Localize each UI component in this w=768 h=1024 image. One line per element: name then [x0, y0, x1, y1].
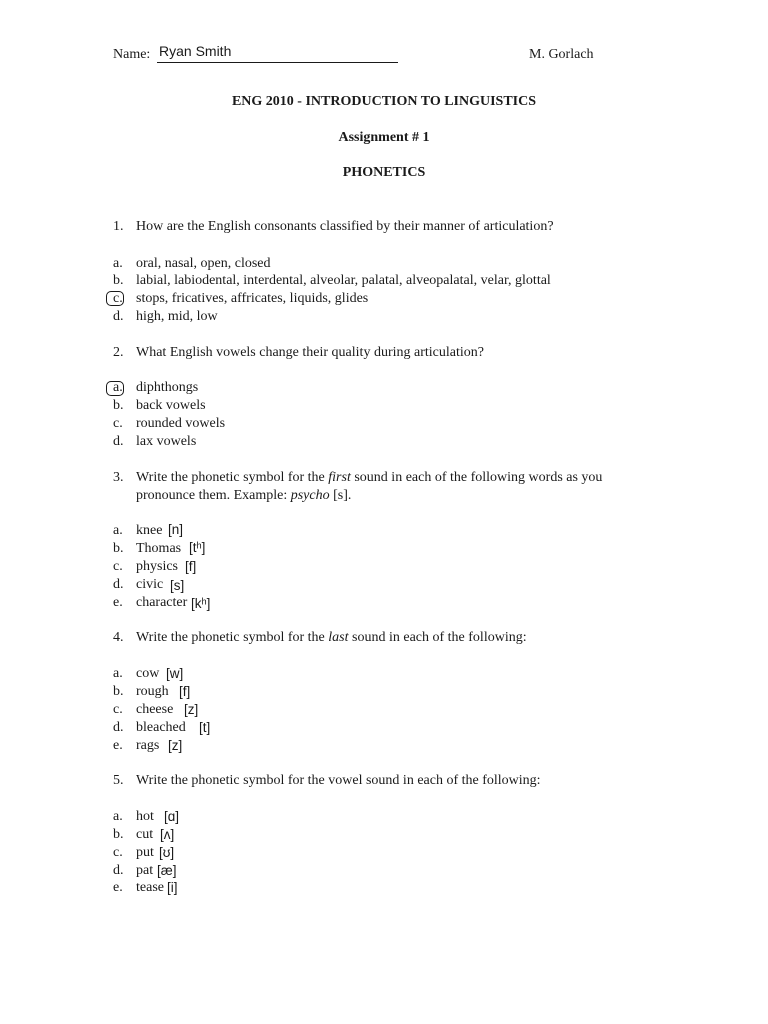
item-word: cheese: [136, 702, 174, 717]
item-answer: [ɑ]: [164, 809, 180, 824]
question-text: Write the phonetic symbol for the vowel sound in each of the following:: [136, 773, 541, 788]
item-word: civic: [136, 577, 164, 592]
item-word: cow: [136, 666, 160, 681]
question-number: 4.: [113, 630, 124, 645]
option-letter: a.: [113, 256, 123, 271]
name-underline: [157, 62, 398, 63]
item-answer: [ʌ]: [160, 827, 175, 842]
option-text: lax vowels: [136, 434, 197, 449]
question-text-line1: [136, 470, 602, 486]
item-answer: [w]: [166, 666, 184, 681]
option-text: oral, nasal, open, closed: [136, 256, 271, 271]
item-letter: c.: [113, 559, 123, 574]
item-letter: e.: [113, 880, 123, 895]
option-text: diphthongs: [136, 380, 199, 395]
question-number: 2.: [113, 345, 124, 360]
item-word: character: [136, 595, 188, 610]
question-text-emphasis: last: [328, 630, 349, 645]
option-letter: b.: [113, 398, 124, 413]
item-letter: b.: [113, 827, 124, 842]
question-text-part: [s].: [329, 488, 352, 503]
item-letter: b.: [113, 684, 124, 699]
option-letter: c.: [113, 291, 123, 306]
item-answer: [æ]: [157, 863, 177, 878]
item-answer: [z]: [184, 702, 199, 717]
option-letter: a.: [113, 380, 123, 395]
item-word: pat: [136, 863, 154, 878]
option-letter: b.: [113, 273, 124, 288]
item-answer: [n]: [168, 522, 184, 537]
item-answer: [f]: [179, 684, 191, 699]
item-letter: d.: [113, 720, 124, 735]
instructor-name: M. Gorlach: [529, 47, 594, 62]
item-word: hot: [136, 809, 154, 824]
option-letter: d.: [113, 309, 124, 324]
question-text: How are the English consonants classified by their manner of articulation?: [136, 219, 554, 234]
question-text-part: Write the phonetic symbol for the: [136, 470, 329, 485]
question-text-part: sound in each of the following:: [348, 630, 527, 645]
item-answer: [z]: [168, 738, 183, 753]
item-letter: c.: [113, 845, 123, 860]
option-text: labial, labiodental, interdental, alveolar, palatal, alveopalatal, velar, glottal: [136, 273, 551, 288]
item-word: Thomas: [136, 541, 182, 556]
item-word: put: [136, 845, 154, 860]
item-answer: [f]: [185, 559, 197, 574]
item-letter: e.: [113, 595, 123, 610]
question-number: 1.: [113, 219, 124, 234]
item-answer: [tʰ]: [189, 540, 206, 555]
question-text-line2: [136, 488, 351, 504]
option-letter: d.: [113, 434, 124, 449]
item-letter: e.: [113, 738, 123, 753]
item-word: rags: [136, 738, 160, 753]
item-answer: [t]: [199, 720, 211, 735]
question-number: 5.: [113, 773, 124, 788]
option-text: high, mid, low: [136, 309, 218, 324]
item-letter: a.: [113, 523, 123, 538]
item-word: bleached: [136, 720, 186, 735]
item-word: tease: [136, 880, 164, 895]
question-text-emphasis: psycho: [290, 488, 330, 503]
item-answer: [s]: [170, 578, 185, 593]
item-answer: [ʊ]: [159, 845, 175, 860]
item-answer: [i]: [167, 880, 178, 895]
topic-title: PHONETICS: [342, 165, 426, 180]
question-text-part: pronounce them. Example:: [136, 488, 291, 503]
question-text: What English vowels change their quality during articulation?: [136, 345, 484, 360]
question-text-part: Write the phonetic symbol for the: [136, 630, 329, 645]
question-number: 3.: [113, 470, 124, 485]
item-letter: a.: [113, 666, 123, 681]
item-answer: [kʰ]: [191, 596, 211, 611]
name-label: Name:: [113, 47, 151, 62]
item-letter: b.: [113, 541, 124, 556]
item-word: physics: [136, 559, 178, 574]
option-letter: c.: [113, 416, 123, 431]
item-letter: a.: [113, 809, 123, 824]
question-text: [136, 630, 527, 646]
item-word: knee: [136, 523, 163, 538]
option-text: back vowels: [136, 398, 206, 413]
item-letter: d.: [113, 863, 124, 878]
question-text-part: sound in each of the following words as you: [350, 470, 603, 485]
assignment-title: Assignment # 1: [338, 130, 430, 145]
option-text: rounded vowels: [136, 416, 226, 431]
item-word: cut: [136, 827, 154, 842]
item-word: rough: [136, 684, 169, 699]
item-letter: c.: [113, 702, 123, 717]
course-title: ENG 2010 - INTRODUCTION TO LINGUISTICS: [231, 94, 537, 109]
question-text-emphasis: first: [328, 470, 351, 485]
student-name: Ryan Smith: [159, 43, 232, 59]
item-letter: d.: [113, 577, 124, 592]
option-text: stops, fricatives, affricates, liquids, glides: [136, 291, 369, 306]
